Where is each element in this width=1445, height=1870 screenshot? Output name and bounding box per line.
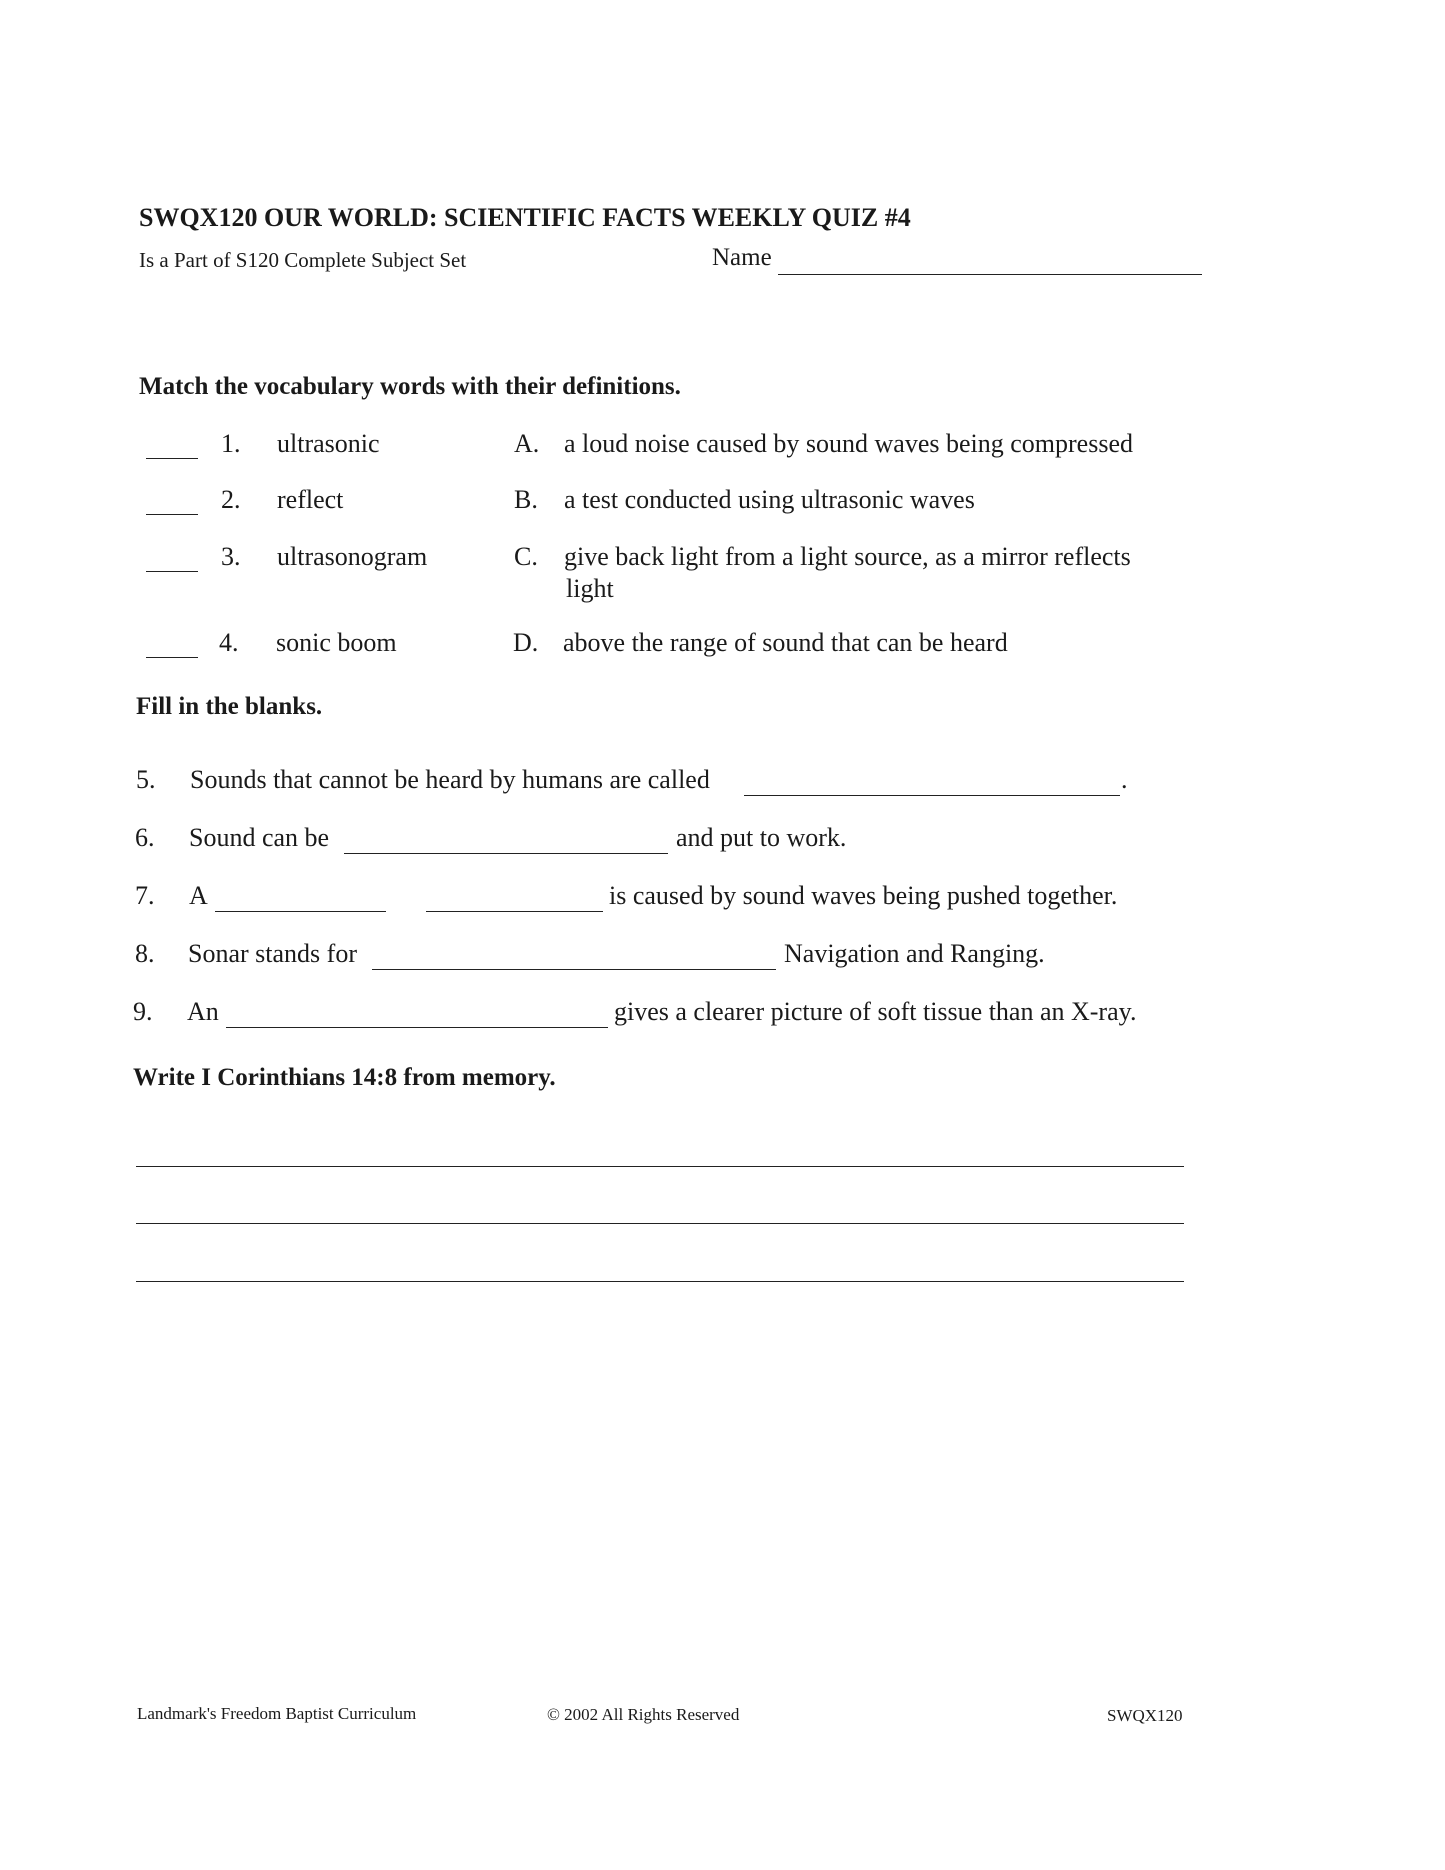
footer-publisher: Landmark's Freedom Baptist Curriculum [137, 1704, 417, 1723]
match-definition-c-cont: light [566, 574, 614, 603]
fill-text-6-after: and put to work. [676, 823, 847, 852]
fill-number-9: 9. [133, 997, 153, 1026]
footer-code: SWQX120 [1107, 1706, 1183, 1725]
fill-text-9-after: gives a clearer picture of soft tissue than an X-ray. [614, 997, 1137, 1026]
fill-blank-7b[interactable] [426, 911, 603, 912]
fill-blank-5[interactable] [744, 795, 1120, 796]
fill-text-8-before: Sonar stands for [188, 939, 357, 968]
fill-number-6: 6. [135, 823, 155, 852]
matching-heading: Match the vocabulary words with their definitions. [139, 373, 681, 400]
match-answer-blank-2[interactable] [146, 514, 198, 515]
name-field-line[interactable] [778, 274, 1202, 275]
fill-blank-9[interactable] [226, 1027, 608, 1028]
memory-answer-line-2[interactable] [136, 1223, 1184, 1224]
match-definition-a: a loud noise caused by sound waves being compressed [564, 429, 1133, 458]
match-answer-blank-3[interactable] [146, 571, 198, 572]
name-label: Name [712, 244, 772, 271]
match-word-4: sonic boom [276, 628, 397, 657]
memory-answer-line-3[interactable] [136, 1281, 1184, 1282]
memory-answer-line-1[interactable] [136, 1166, 1184, 1167]
fill-text-8-after: Navigation and Ranging. [784, 939, 1045, 968]
fill-text-7-after: is caused by sound waves being pushed together. [609, 881, 1118, 910]
match-definition-d: above the range of sound that can be heard [563, 628, 1008, 657]
quiz-title: SWQX120 OUR WORLD: SCIENTIFIC FACTS WEEKLY QUIZ #4 [139, 203, 911, 232]
fill-text-7-before: A [189, 881, 208, 910]
fill-blank-7a[interactable] [215, 911, 386, 912]
match-letter-c: C. [514, 542, 538, 571]
memory-heading: Write I Corinthians 14:8 from memory. [133, 1064, 556, 1091]
match-letter-d: D. [513, 628, 539, 657]
fill-text-9-before: An [187, 997, 219, 1026]
quiz-subtitle: Is a Part of S120 Complete Subject Set [139, 248, 467, 272]
fill-number-7: 7. [135, 881, 155, 910]
fill-text-5-before: Sounds that cannot be heard by humans are called [190, 765, 710, 794]
match-number-2: 2. [221, 485, 241, 514]
fill-blank-6[interactable] [344, 853, 668, 854]
footer-copyright: © 2002 All Rights Reserved [547, 1705, 740, 1724]
match-word-2: reflect [277, 485, 344, 514]
match-word-3: ultrasonogram [277, 542, 428, 571]
match-letter-b: B. [514, 485, 538, 514]
fill-in-heading: Fill in the blanks. [136, 693, 323, 720]
match-answer-blank-4[interactable] [146, 657, 198, 658]
fill-number-5: 5. [136, 765, 156, 794]
fill-text-5-after: . [1121, 765, 1128, 794]
match-definition-b: a test conducted using ultrasonic waves [564, 485, 975, 514]
match-answer-blank-1[interactable] [146, 458, 198, 459]
match-number-1: 1. [221, 429, 241, 458]
fill-text-6-before: Sound can be [189, 823, 330, 852]
match-definition-c: give back light from a light source, as a mirror reflects [564, 542, 1131, 571]
match-number-4: 4. [219, 628, 239, 657]
match-number-3: 3. [221, 542, 241, 571]
fill-blank-8[interactable] [372, 969, 776, 970]
match-letter-a: A. [514, 429, 540, 458]
fill-number-8: 8. [135, 939, 155, 968]
match-word-1: ultrasonic [277, 429, 380, 458]
